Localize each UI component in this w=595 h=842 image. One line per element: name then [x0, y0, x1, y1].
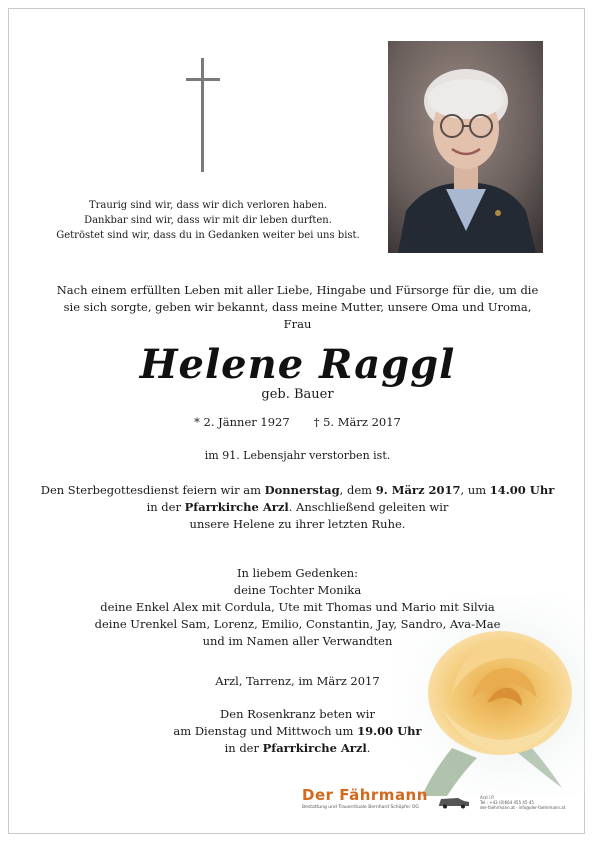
service-line-1: Den Sterbegottesdienst feiern wir am Donnerstag, dem 9. März 2017, um 14.00 Uhr [40, 483, 555, 497]
service-line-2: in der Pfarrkirche Arzl. Anschließend geleiten wir [146, 500, 449, 514]
verse-line: Traurig sind wir, dass wir dich verloren haben. [88, 200, 328, 211]
mourner-line: und im Namen aller Verwandten [202, 634, 393, 648]
mourner-line: deine Urenkel Sam, Lorenz, Emilio, Constantin, Jay, Sandro, Ava-Mae [94, 617, 501, 631]
maiden-name: geb. Bauer [261, 387, 334, 402]
funeral-service-info [30, 482, 565, 533]
portrait-photo [388, 41, 543, 253]
death-date: † 5. März 2017 [313, 415, 401, 429]
mourner-line: deine Enkel Alex mit Cordula, Ute mit Thomas und Mario mit Silvia [100, 600, 495, 614]
memorial-verse [40, 198, 376, 243]
intro-line: Nach einem erfüllten Leben mit aller Liebe, Hingabe und Fürsorge für die, um die [56, 283, 539, 297]
birth-date: * 2. Jänner 1927 [194, 415, 290, 429]
mourners-list [30, 565, 565, 650]
announcement-intro [30, 282, 565, 333]
hearse-icon [438, 795, 470, 809]
service-line-3: unsere Helene zu ihrer letzten Ruhe. [189, 517, 406, 531]
rosary-line-1: Den Rosenkranz beten wir [220, 707, 375, 721]
rosary-info [30, 706, 565, 757]
funeral-home-subtitle: Bestattung und Trauerrituale Bernhard Schöpfer OG [302, 805, 419, 810]
funeral-home-footer [296, 783, 566, 823]
rosary-line-2: am Dienstag und Mittwoch um 19.00 Uhr [173, 724, 422, 738]
cross-icon [186, 58, 220, 172]
life-dates [30, 414, 565, 430]
mourner-line: deine Tochter Monika [233, 583, 362, 597]
deceased-name: Helene Raggl [139, 341, 456, 388]
funeral-home-logo: Der Fährmann [302, 786, 428, 804]
age-line: im 91. Lebensjahr verstorben ist. [204, 449, 391, 462]
place-date: Arzl, Tarrenz, im März 2017 [215, 674, 380, 688]
intro-line: Frau [283, 317, 312, 331]
rosary-line-3: in der Pfarrkirche Arzl. [224, 741, 371, 755]
intro-line: sie sich sorgte, geben wir bekannt, dass meine Mutter, unsere Oma und Uroma, [63, 300, 532, 314]
mourners-heading: In liebem Gedenken: [236, 566, 359, 580]
funeral-home-contact: Arzl i.P. Tel.: +43 (0)664 455 45 45 der-faehrmann.at · info@der-faehrmann.at [480, 795, 566, 810]
verse-line: Dankbar sind wir, dass wir mit dir leben durften. [84, 215, 332, 226]
verse-line: Getröstet sind wir, dass du in Gedanken weiter bei uns bist. [56, 230, 360, 241]
